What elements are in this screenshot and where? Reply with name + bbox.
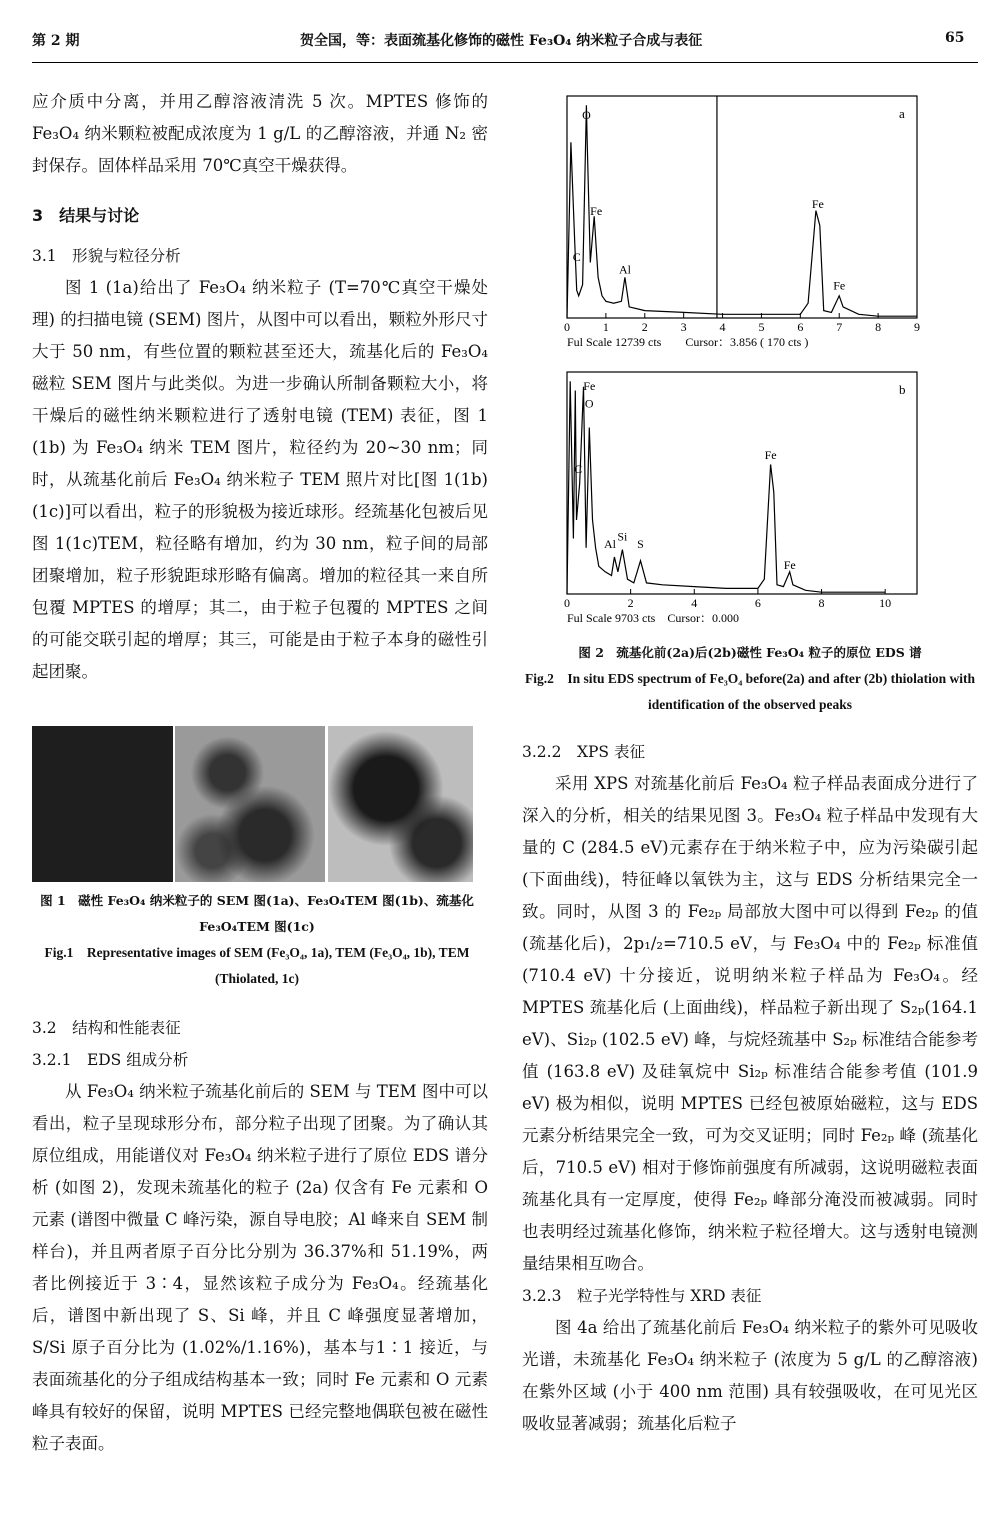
- peak-label: C: [572, 250, 581, 265]
- figure-1c-tem-image: [328, 726, 473, 882]
- header-page-number: 65: [945, 30, 965, 46]
- x-tick-label: 9: [914, 320, 920, 334]
- peak-label: Fe: [811, 196, 824, 211]
- figure-1b-tem-image: [175, 726, 325, 882]
- section-3-1-heading: 3.1 形貌与粒径分析: [32, 247, 181, 265]
- chart-footer: Ful Scale 9703 cts Cursor：0.000: [567, 611, 739, 625]
- peak-label: O: [582, 108, 591, 123]
- x-tick-label: 5: [758, 320, 765, 334]
- paragraph-3-2-3: 图 4a 给出了巯基化前后 Fe₃O₄ 纳米粒子的紫外可见吸收光谱，未巯基化 Fe₃O₄ 纳米粒子 (浓度为 5 g/L 的乙醇溶液) 在紫外区域 (小于 400 nm 范围) 具有较强吸收，在可见光区吸收显著减弱；巯基化后粒子: [522, 1318, 978, 1433]
- header-rule: [32, 62, 978, 63]
- header-issue: 第 2 期: [32, 33, 80, 49]
- section-3-2-1-heading: 3.2.1 EDS 组成分析: [32, 1051, 189, 1069]
- header-title: 贺全国，等：表面巯基化修饰的磁性 Fe₃O₄ 纳米粒子合成与表征: [300, 33, 703, 49]
- paragraph-3-2-2: 采用 XPS 对巯基化前后 Fe₃O₄ 粒子样品表面成分进行了深入的分析，相关的结果见图 3。Fe₃O₄ 粒子样品中发现有大量的 C (284.5 eV)元素存在于纳米粒子中，应为污染碳引起 (下面曲线)，特征峰以氧铁为主，这与 EDS 分析结果完全一致。同时，从图 3 的 Fe₂ₚ 局部放大图中可以得到 Fe₂ₚ 的值 (巯基化后)，2p₁/₂=710.5 eV，与 Fe₃O₄ 中的 Fe₂ₚ 标准值 (710.4 eV) 十分接近，说明纳米粒子样品为 Fe₃O₄。经 MPTES 巯基化后 (上面曲线)，样品粒子新出现了 S₂ₚ(164.1 eV)、Si₂ₚ (102.5 eV) 峰，与烷烃巯基中 S₂ₚ 标准结合能参考值 (163.8 eV) 及硅氧烷中 Si₂ₚ 标准结合能参考值 (101.9 eV) 极为相似，说明 MPTES 已经包被原始磁粒，这与 EDS 元素分析结果完全一致，可为交叉证明；同时 Fe₂ₚ 峰 (巯基化后，710.5 eV) 相对于修饰前强度有所减弱，这说明磁粒表面巯基化具有一定厚度，使得 Fe₂ₚ 峰部分淹没而被减弱。同时也表明经过巯基化修饰，纳米粒子粒径增大。这与透射电镜测量结果相互吻合。: [522, 774, 978, 1273]
- eds-chart-b: [563, 368, 923, 630]
- peak-label: Fe: [590, 203, 603, 218]
- peak-label: Fe: [783, 558, 796, 573]
- x-tick-label: 8: [818, 596, 825, 610]
- x-tick-label: 10: [879, 596, 892, 610]
- paragraph-3-1: 图 1 (1a)给出了 Fe₃O₄ 纳米粒子 (T=70℃真空干燥处理) 的扫描电镜 (SEM) 图片，从图中可以看出，颗粒外形尺寸大于 50 nm，有些位置的颗粒甚至还大，巯基化后的 Fe₃O₄ 磁粒 SEM 图片与此类似。为进一步确认所制备颗粒大小，将干燥后的磁性纳米颗粒进行了透射电镜 (TEM) 表征，图 1 (1b) 为 Fe₃O₄ 纳米 TEM 图片，粒径约为 20~30 nm；同时，从巯基化前后 Fe₃O₄ 纳米粒子 TEM 照片对比[图 1(1b)(1c)]可以看出，粒子的形貌极为接近球形。经巯基化包被后见图 1(1c)TEM，粒径略有增加，约为 30 nm，粒子间的局部团聚增加，粒子形貌距球形略有偏离。增加的粒径其一来自所包覆 MPTES 的增厚；其二，由于粒子包覆的 MPTES 之间的可能交联引起的增厚；其三，可能是由于粒子本身的磁性引起团聚。: [32, 278, 488, 681]
- spectrum-line: [567, 105, 917, 318]
- figure-1-caption-en: Fig.1 Representative images of SEM (Fe₃O₄, 1a), TEM (Fe₃O₄, 1b), TEM (Thiolated, 1c): [44, 945, 470, 986]
- left-column: [32, 86, 488, 688]
- x-tick-label: 1: [602, 320, 609, 334]
- panel-label: b: [899, 382, 906, 397]
- chart-footer: Ful Scale 12739 cts Cursor：3.856 ( 170 cts ): [567, 335, 809, 349]
- right-column: [522, 736, 978, 1440]
- paragraph-intro: 应介质中分离，并用乙醇溶液清洗 5 次。MPTES 修饰的 Fe₃O₄ 纳米颗粒被配成浓度为 1 g/L 的乙醇溶液，并通 N₂ 密封保存。固体样品采用 70℃真空干燥获得。: [32, 92, 488, 175]
- peak-label: Al: [603, 536, 616, 551]
- section-3-2-3-heading: 3.2.3 粒子光学特性与 XRD 表征: [522, 1287, 762, 1305]
- peak-label: Fe: [583, 378, 596, 393]
- x-tick-label: 4: [691, 596, 698, 610]
- section-3-2-heading: 3.2 结构和性能表征: [32, 1019, 181, 1037]
- figure-2-caption-en: Fig.2 In situ EDS spectrum of Fe₃O₄ before(2a) and after (2b) thiolation with identification of the observed peaks: [524, 671, 976, 712]
- section-3-2-2-heading: 3.2.2 XPS 表征: [522, 743, 645, 761]
- figure-1-caption: [32, 888, 482, 992]
- x-tick-label: 3: [680, 320, 687, 334]
- eds-chart-a: [563, 92, 923, 354]
- paragraph-3-2-1: 从 Fe₃O₄ 纳米粒子巯基化前后的 SEM 与 TEM 图中可以看出，粒子呈现球形分布，部分粒子出现了团聚。为了确认其原位组成，用能谱仪对 Fe₃O₄ 纳米粒子进行了原位 EDS 谱分析 (如图 2)，发现未巯基化的粒子 (2a) 仅含有 Fe 元素和 O 元素 (谱图中微量 C 峰污染，源自导电胶；Al 峰来自 SEM 制样台)，并且两者原子百分比分别为 36.37%和 51.19%，两者比例接近于 3∶4，显然该粒子成分为 Fe₃O₄。经巯基化后，谱图中新出现了 S、Si 峰，并且 C 峰强度显著增加，S/Si 原子百分比为 (1.02%/1.16%)，基本与1∶1 接近，与表面巯基化的分子组成结构基本一致；同时 Fe 元素和 O 元素峰具有较好的保留，说明 MPTES 已经完整地偶联包被在磁性粒子表面。: [32, 1082, 488, 1453]
- x-tick-label: 0: [564, 320, 570, 334]
- left-column-lower: [32, 1012, 488, 1460]
- x-tick-label: 2: [627, 596, 634, 610]
- x-tick-label: 6: [754, 596, 761, 610]
- peak-label: Si: [617, 529, 628, 544]
- figure-2-caption: [520, 640, 980, 718]
- chart-frame: [567, 372, 917, 594]
- peak-label: O: [584, 396, 594, 411]
- section-3-heading: 3 结果与讨论: [32, 206, 140, 225]
- figure-2-caption-cn: 图 2 巯基化前(2a)后(2b)磁性 Fe₃O₄ 粒子的原位 EDS 谱: [578, 645, 922, 660]
- x-tick-label: 0: [564, 596, 570, 610]
- peak-label: C: [574, 462, 583, 477]
- peak-label: Al: [618, 262, 631, 277]
- chart-frame: [567, 96, 917, 318]
- peak-label: S: [637, 536, 644, 551]
- peak-label: Fe: [833, 278, 846, 293]
- x-tick-label: 6: [797, 320, 804, 334]
- panel-label: a: [899, 106, 905, 121]
- x-tick-label: 8: [875, 320, 882, 334]
- peak-label: Fe: [764, 448, 777, 463]
- figure-1-caption-cn: 图 1 磁性 Fe₃O₄ 纳米粒子的 SEM 图(1a)、Fe₃O₄TEM 图(1b)、巯基化 Fe₃O₄TEM 图(1c): [40, 893, 474, 934]
- x-tick-label: 2: [641, 320, 648, 334]
- x-tick-label: 4: [719, 320, 726, 334]
- x-tick-label: 7: [836, 320, 843, 334]
- spectrum-line: [567, 378, 885, 594]
- figure-1a-sem-image: [32, 726, 173, 882]
